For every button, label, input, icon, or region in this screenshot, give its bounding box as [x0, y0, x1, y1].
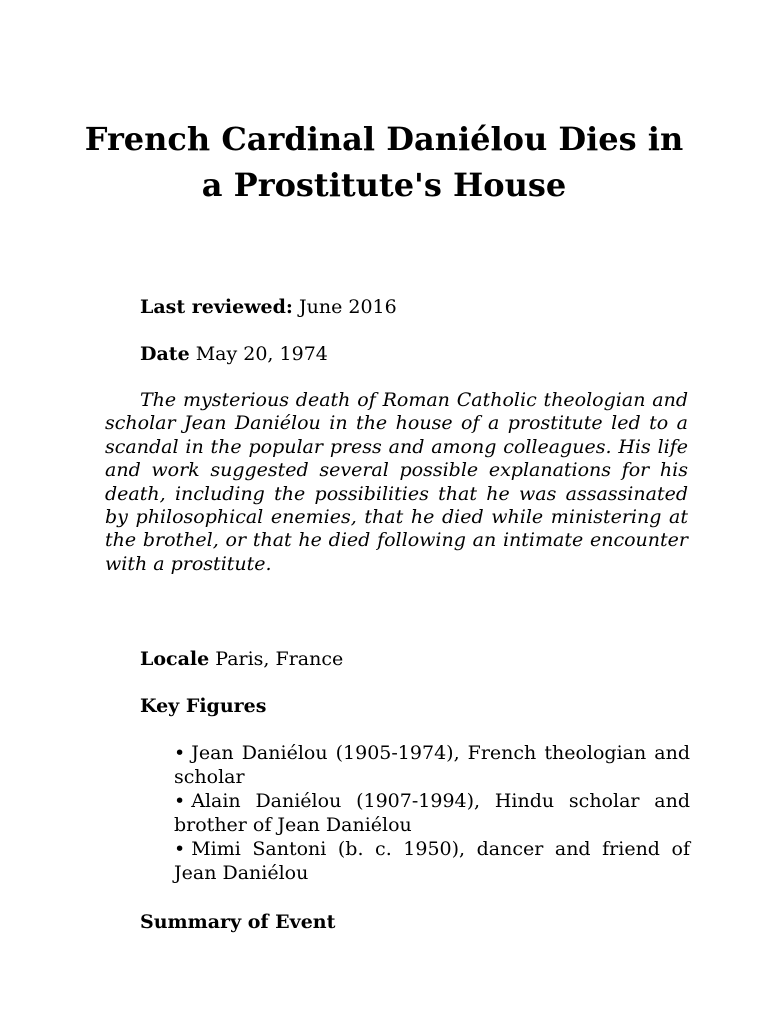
document-title: French Cardinal Daniélou Dies in a Prostitute's House — [84, 120, 684, 204]
last-reviewed-value: June 2016 — [299, 296, 397, 318]
summary-heading: Summary of Event — [140, 911, 336, 933]
last-reviewed-line — [140, 295, 397, 319]
key-figures-heading: Key Figures — [140, 695, 267, 717]
date-line — [140, 342, 328, 366]
bullet-icon: • — [174, 790, 186, 812]
date-value: May 20, 1974 — [195, 343, 328, 365]
key-figure-text: Jean Daniélou (1905-1974), French theologian and scholar — [174, 742, 690, 788]
bullet-icon: • — [174, 838, 186, 860]
key-figure-text: Alain Daniélou (1907-1994), Hindu scholar and brother of Jean Daniélou — [174, 790, 690, 836]
date-label: Date — [140, 343, 190, 365]
key-figure-item — [174, 741, 690, 789]
key-figures-list — [174, 741, 690, 885]
locale-label: Locale — [140, 648, 210, 670]
abstract-paragraph: The mysterious death of Roman Catholic theologian and scholar Jean Daniélou in the house of a prostitute led to a scandal in the popular press and among colleagues. His life and work suggested several possible explanations for his death, including the possibilities that he was assassinated by philosophical enemies, that he died while ministering at the brothel, or that he died following an intimate encounter with a prostitute. — [105, 389, 688, 575]
locale-line — [140, 647, 343, 671]
key-figure-item — [174, 789, 690, 837]
last-reviewed-label: Last reviewed: — [140, 296, 293, 318]
key-figure-item — [174, 837, 690, 885]
key-figure-text: Mimi Santoni (b. c. 1950), dancer and friend of Jean Daniélou — [174, 838, 690, 884]
locale-value: Paris, France — [215, 648, 344, 670]
bullet-icon: • — [174, 742, 186, 764]
